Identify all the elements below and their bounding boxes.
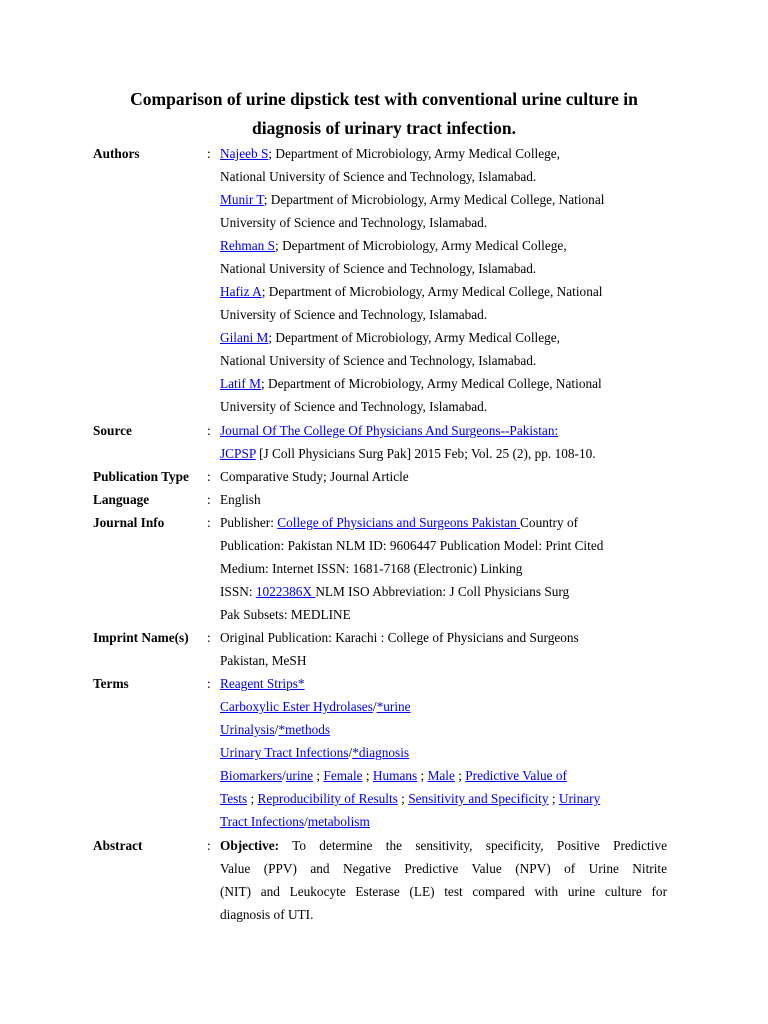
journal-link[interactable]: Journal Of The College Of Physicians And Surgeons--Pakistan:	[220, 423, 559, 438]
imprint-text: Original Publication: Karachi : College of Physicians and Surgeons	[220, 630, 579, 645]
field-colon: :	[207, 469, 211, 484]
field-colon: :	[207, 423, 211, 438]
imprint-text: Pakistan, MeSH	[220, 653, 307, 668]
imprint-label: Imprint Name(s)	[93, 630, 189, 645]
author-link[interactable]: Latif M	[220, 376, 261, 391]
field-colon: :	[207, 515, 211, 530]
term-link[interactable]: Urinary Tract Infections	[220, 745, 349, 760]
term-separator: /	[348, 745, 353, 760]
author-entry	[220, 188, 604, 211]
term-separator: ;	[247, 791, 258, 806]
language-label: Language	[93, 492, 150, 507]
term-link[interactable]: Sensitivity and Specificity	[408, 791, 549, 806]
abstract-text: diagnosis of UTI.	[220, 907, 314, 922]
term-link[interactable]: Humans	[372, 768, 418, 783]
term-link[interactable]: *methods	[278, 722, 331, 737]
term-link[interactable]: Female	[323, 768, 363, 783]
author-link[interactable]: Gilani M	[220, 330, 269, 345]
term-separator: ;	[417, 768, 428, 783]
author-affiliation: ; Department of Microbiology, Army Medical College, National	[261, 376, 602, 391]
terms-label: Terms	[93, 676, 129, 691]
author-affiliation-cont: University of Science and Technology, Islamabad.	[220, 215, 488, 230]
journal-info-label: Journal Info	[93, 515, 165, 530]
publication-type-label: Publication Type	[93, 469, 189, 484]
author-entry	[220, 280, 602, 303]
publisher-link[interactable]: College of Physicians and Surgeons Pakistan	[277, 515, 521, 530]
source-label: Source	[93, 423, 132, 438]
author-affiliation-cont: University of Science and Technology, Islamabad.	[220, 307, 488, 322]
term-link[interactable]: urine	[285, 768, 314, 783]
term-separator: ;	[362, 768, 373, 783]
publisher-prefix: Publisher:	[220, 515, 278, 530]
journal-abbrev-link[interactable]: JCPSP	[220, 446, 256, 461]
field-colon: :	[207, 146, 211, 161]
term-link[interactable]: Tests	[220, 791, 248, 806]
author-affiliation: ; Department of Microbiology, Army Medical College, National	[263, 192, 605, 207]
author-entry	[220, 142, 560, 165]
term-link[interactable]: Urinalysis	[220, 722, 275, 737]
term-separator: /	[304, 814, 308, 829]
author-affiliation-cont: National University of Science and Technology, Islamabad.	[220, 261, 537, 276]
author-link[interactable]: Najeeb S	[220, 146, 269, 161]
publication-type-value: Comparative Study; Journal Article	[220, 469, 409, 484]
issn-suffix: NLM ISO Abbreviation: J Coll Physicians Surg	[315, 584, 570, 599]
document-title-line-2: diagnosis of urinary tract infection.	[252, 118, 516, 138]
field-colon: :	[207, 492, 211, 507]
journal-info-text: Pak Subsets: MEDLINE	[220, 607, 351, 622]
author-affiliation: ; Department of Microbiology, Army Medical College, National	[261, 284, 603, 299]
term-separator: /	[282, 768, 286, 783]
term-link[interactable]: *urine	[376, 699, 411, 714]
issn-link[interactable]: 1022386X	[255, 584, 316, 599]
author-affiliation: ; Department of Microbiology, Army Medical College,	[275, 238, 567, 253]
author-affiliation-cont: National University of Science and Technology, Islamabad.	[220, 353, 537, 368]
field-colon: :	[207, 630, 211, 645]
field-colon: :	[207, 676, 211, 691]
journal-info-text: Publication: Pakistan NLM ID: 9606447 Publication Model: Print Cited	[220, 538, 604, 553]
term-separator: ;	[313, 768, 324, 783]
author-entry	[220, 326, 560, 349]
term-separator: /	[274, 722, 279, 737]
objective-label: Objective:	[220, 838, 280, 853]
term-separator: ;	[454, 768, 466, 783]
term-link[interactable]: *diagnosis	[352, 745, 410, 760]
term-link[interactable]: metabolism	[307, 814, 370, 829]
term-link[interactable]: Predictive Value of	[465, 768, 567, 783]
term-link[interactable]: Male	[427, 768, 455, 783]
abstract-text: To determine the sensitivity, specificity, Positive Predictive	[279, 838, 667, 853]
journal-info-text: Medium: Internet ISSN: 1681-7168 (Electronic) Linking	[220, 561, 523, 576]
term-link[interactable]: Reagent Strips*	[220, 676, 305, 691]
term-separator: /	[372, 699, 377, 714]
author-link[interactable]: Hafiz A	[220, 284, 262, 299]
authors-label: Authors	[93, 146, 140, 161]
term-separator: ;	[548, 791, 559, 806]
author-affiliation-cont: National University of Science and Technology, Islamabad.	[220, 169, 537, 184]
term-link[interactable]: Reproducibility of Results	[257, 791, 398, 806]
author-affiliation: ; Department of Microbiology, Army Medical College,	[268, 330, 560, 345]
abstract-label: Abstract	[93, 838, 143, 853]
issn-prefix: ISSN:	[220, 584, 256, 599]
term-separator: ;	[397, 791, 409, 806]
author-entry	[220, 372, 602, 395]
author-link[interactable]: Rehman S	[220, 238, 276, 253]
term-link[interactable]: Tract Infections	[220, 814, 305, 829]
abstract-text: (NIT) and Leukocyte Esterase (LE) test compared with urine culture for	[220, 884, 667, 899]
author-link[interactable]: Munir T	[220, 192, 264, 207]
language-value: English	[220, 492, 261, 507]
term-link[interactable]: Carboxylic Ester Hydrolases	[220, 699, 373, 714]
author-entry	[220, 234, 567, 257]
author-affiliation: ; Department of Microbiology, Army Medical College,	[268, 146, 560, 161]
field-colon: :	[207, 838, 211, 853]
term-link[interactable]: Urinary	[558, 791, 601, 806]
citation-text: [J Coll Physicians Surg Pak] 2015 Feb; Vol. 25 (2), pp. 108-10.	[255, 446, 596, 461]
document-title-line-1: Comparison of urine dipstick test with conventional urine culture in	[130, 89, 638, 109]
author-affiliation-cont: University of Science and Technology, Islamabad.	[220, 399, 488, 414]
publisher-suffix: Country of	[520, 515, 579, 530]
term-link[interactable]: Biomarkers	[220, 768, 283, 783]
abstract-text: Value (PPV) and Negative Predictive Value (NPV) of Urine Nitrite	[220, 861, 667, 876]
